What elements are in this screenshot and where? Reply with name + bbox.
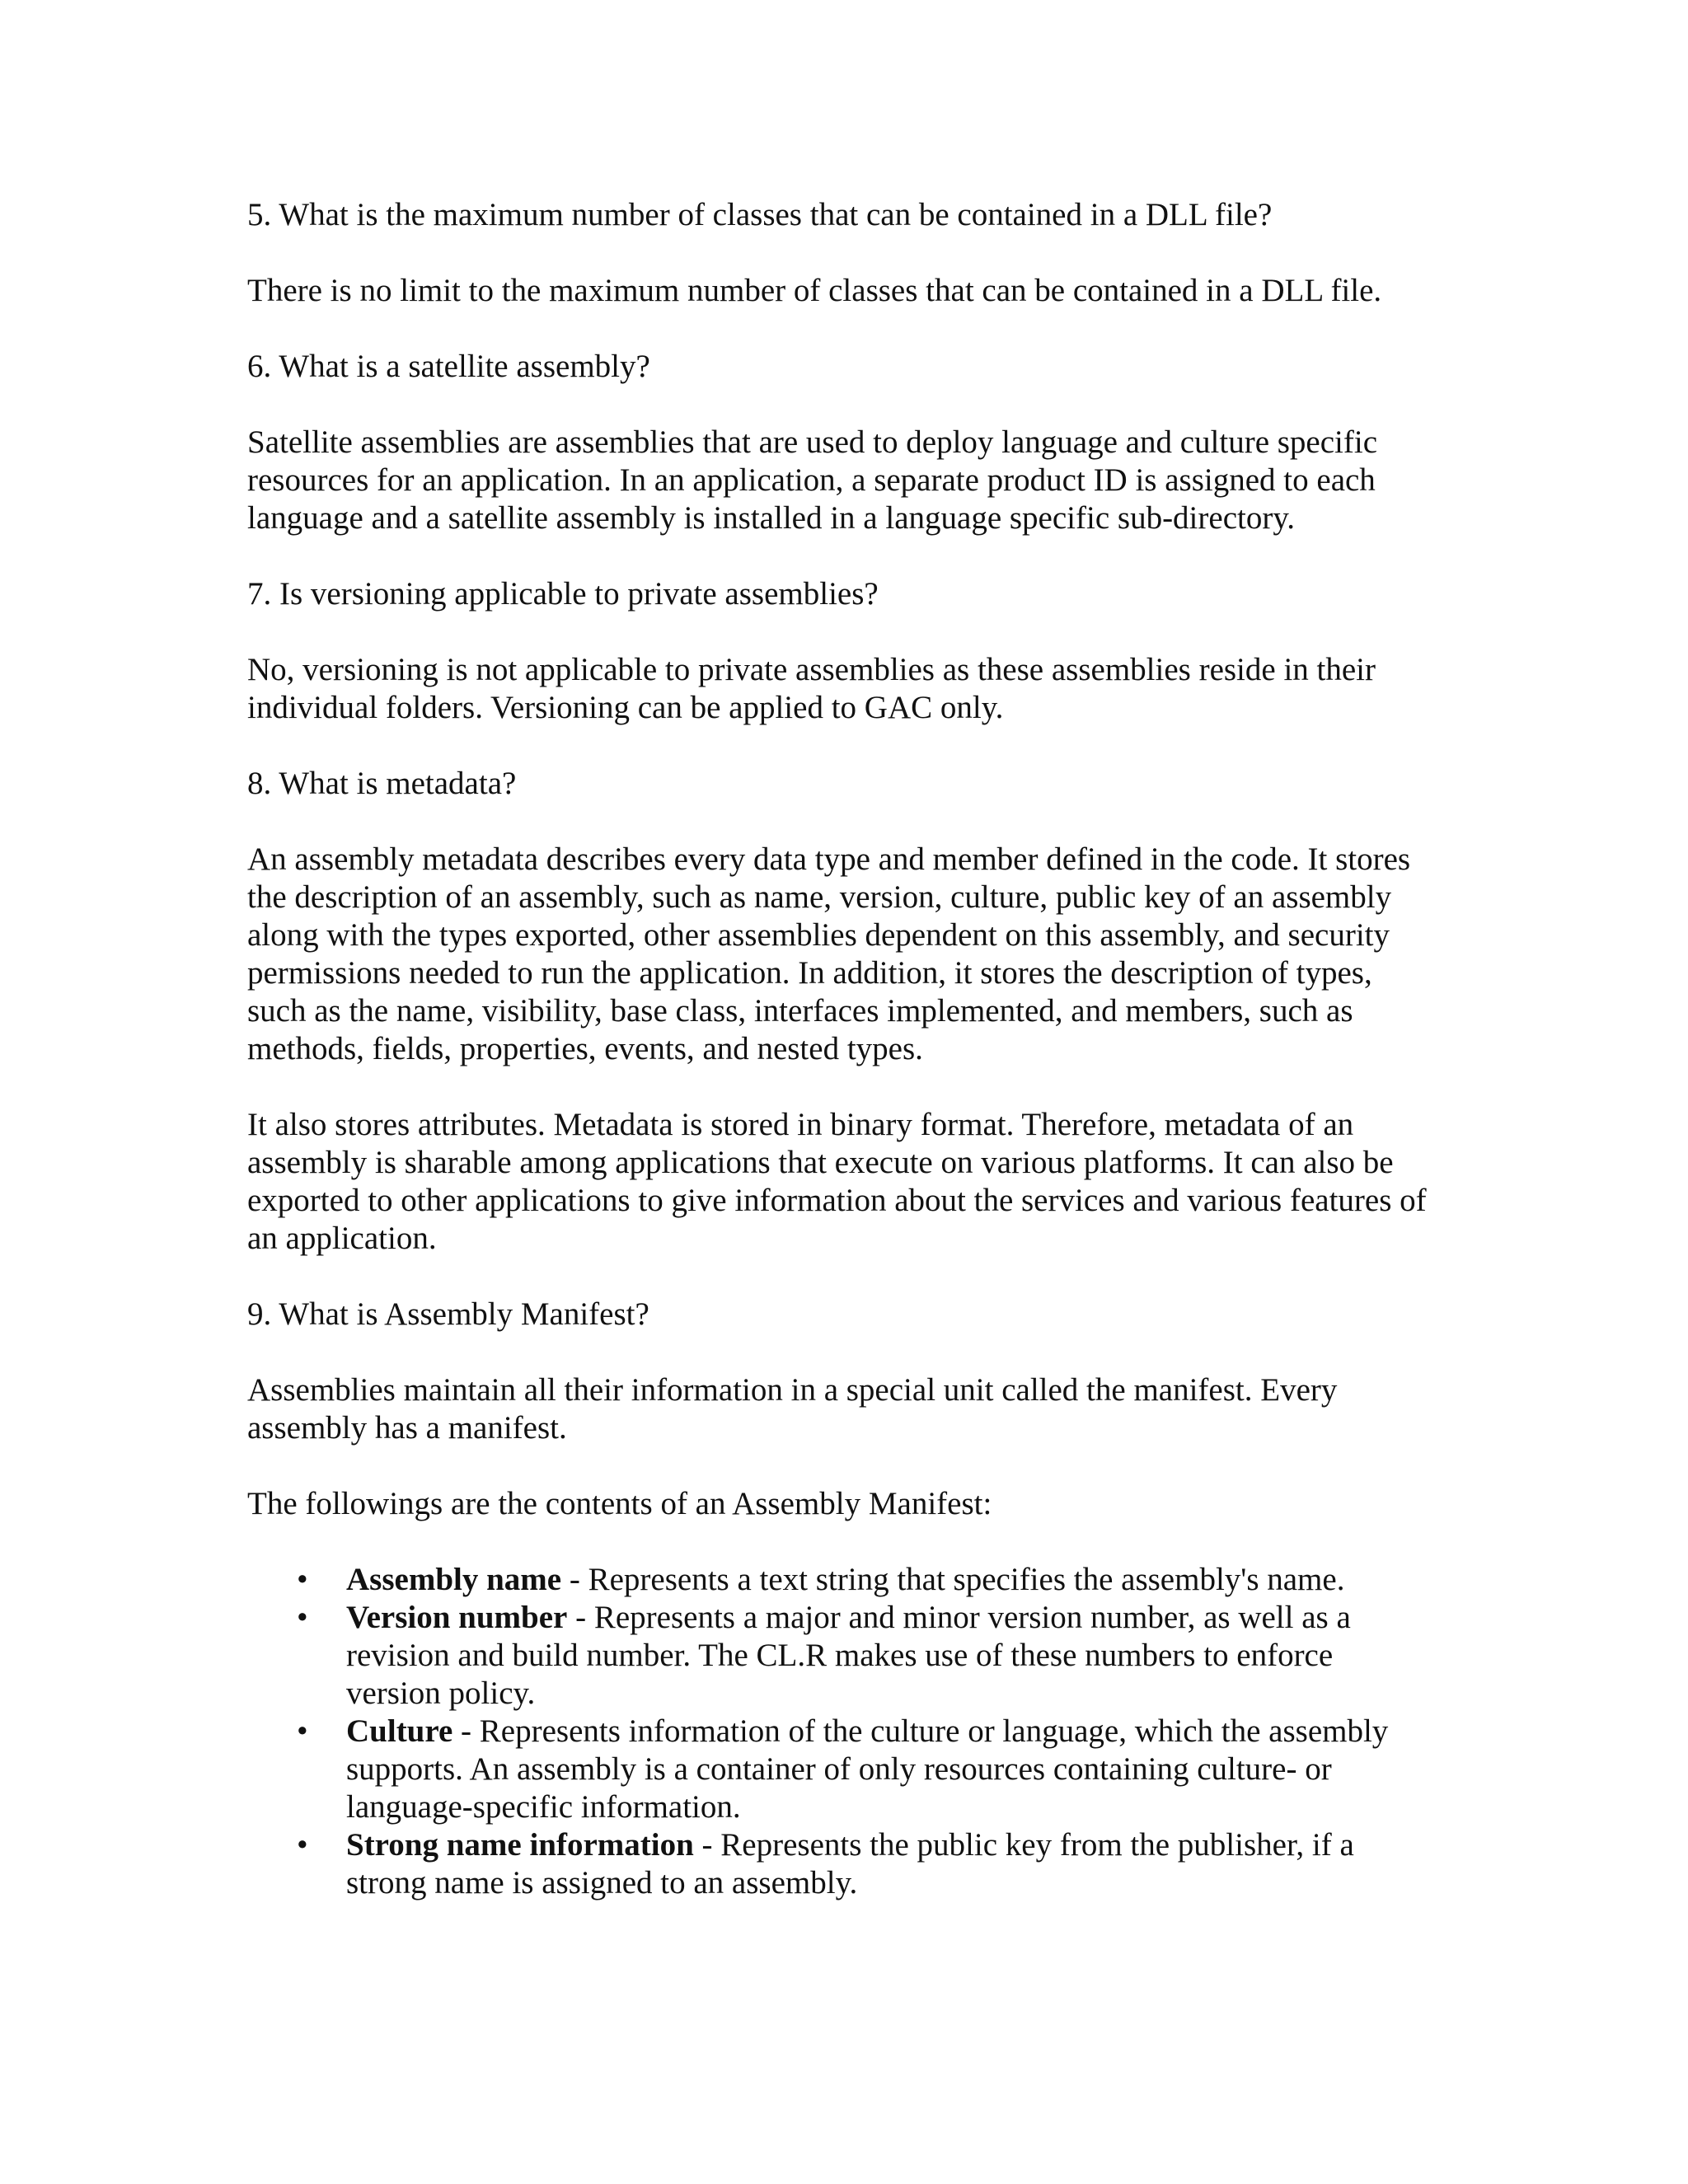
answer-7: No, versioning is not applicable to private assemblies as these assemblies reside in their individual folders. Versioning can be applied to GAC only. [247,652,1376,725]
question-5: 5. What is the maximum number of classes that can be contained in a DLL file? [247,197,1273,232]
document-page [247,196,1434,1902]
answer-8-paragraph-2: It also stores attributes. Metadata is stored in binary format. Therefore, metadata of an assembly is sharable among applications that execute on various platforms. It can also be exported to other applications to give information about the services and various features of an application. [247,1107,1427,1256]
list-item-term: Version number [346,1600,568,1635]
list-item-term: Assembly name [346,1562,562,1597]
manifest-contents-list [247,1561,1434,1902]
answer-8-paragraph-1: An assembly metadata describes every data type and member defined in the code. It stores the description of an assembly, such as name, version, culture, public key of an assembly along with the types exported, other assemblies dependent on this assembly, and security permissions needed to run the application. In addition, it stores the description of types, such as the name, visibility, base class, interfaces implemented, and members, such as methods, fields, properties, events, and nested types. [247,841,1411,1066]
list-item [297,1599,1434,1713]
list-item [297,1561,1434,1599]
answer-6: Satellite assemblies are assemblies that are used to deploy language and culture specific resources for an application. In an application, a separate product ID is assigned to each language and a satellite assembly is installed in a language specific sub-directory. [247,424,1378,536]
list-item [297,1713,1434,1826]
bullet-icon: • [297,1600,308,1635]
list-item [297,1826,1434,1902]
list-item-description: - Represents a text string that specifies the assembly's name. [561,1562,1345,1597]
bullet-icon: • [297,1713,308,1749]
answer-5: There is no limit to the maximum number of classes that can be contained in a DLL file. [247,273,1382,308]
list-item-description: - Represents a major and minor version number, as well as a revision and build number. The CL.R makes use of these numbers to enforce version policy. [346,1600,1351,1711]
question-6: 6. What is a satellite assembly? [247,349,650,384]
list-item-term: Strong name information [346,1827,694,1863]
bullet-icon: • [297,1827,308,1863]
answer-9-paragraph-1: Assemblies maintain all their information in a special unit called the manifest. Every assembly has a manifest. [247,1372,1338,1446]
answer-9-paragraph-2: The followings are the contents of an Assembly Manifest: [247,1486,992,1521]
list-item-description: - Represents the public key from the publisher, if a strong name is assigned to an assembly. [346,1827,1354,1900]
question-8: 8. What is metadata? [247,766,517,801]
question-9: 9. What is Assembly Manifest? [247,1296,649,1332]
list-item-term: Culture [346,1713,453,1749]
bullet-icon: • [297,1562,308,1597]
list-item-description: - Represents information of the culture or language, which the assembly supports. An assembly is a container of only resources containing culture- or language-specific information. [346,1713,1389,1825]
question-7: 7. Is versioning applicable to private assemblies? [247,576,879,612]
